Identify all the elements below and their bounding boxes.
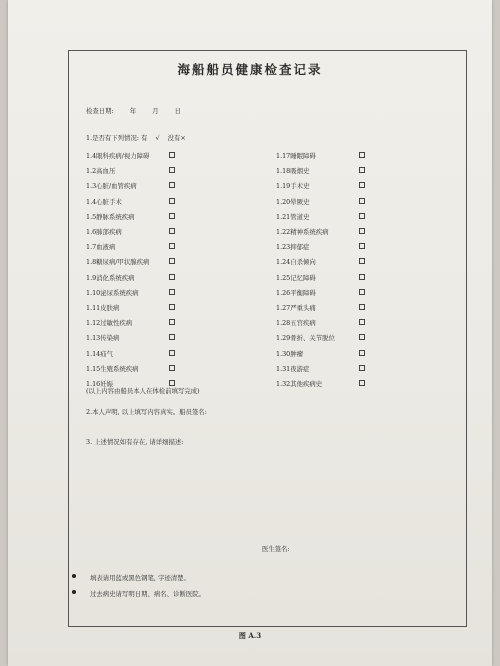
checkbox[interactable] xyxy=(359,258,365,264)
checklist-item-label: 1.7血液病 xyxy=(86,243,116,252)
checklist-item-label: 1.31夜游症 xyxy=(276,364,310,373)
fill-note: (以上内容由船员本人在体检前填写完成) xyxy=(86,387,200,395)
date-label: 检查日期: xyxy=(86,107,114,115)
checkbox[interactable] xyxy=(169,319,175,325)
doctor-signature-label: 医生签名: xyxy=(262,545,290,553)
day-label: 日 xyxy=(174,107,182,115)
checkbox[interactable] xyxy=(359,380,365,386)
month-label: 月 xyxy=(152,107,159,115)
bullet-icon xyxy=(72,574,76,578)
checklist-item-label: 1.23抑郁症 xyxy=(276,243,310,252)
checkbox[interactable] xyxy=(359,319,365,325)
checklist-item-label: 1.10泌尿系统疾病 xyxy=(86,288,139,297)
checkbox[interactable] xyxy=(169,198,175,204)
checkbox[interactable] xyxy=(169,213,175,219)
checklist-item-label: 1.4眼科疾病/视力障碍 xyxy=(86,152,150,160)
figure-caption: 图 A.3 xyxy=(238,631,262,640)
checkbox[interactable] xyxy=(169,334,175,340)
question-1 xyxy=(86,133,192,142)
checkbox[interactable] xyxy=(359,365,365,371)
checkbox[interactable] xyxy=(169,274,175,280)
checklist-item-label: 1.30肿瘤 xyxy=(276,349,304,358)
checklist-item-label: 1.21管道史 xyxy=(276,212,310,221)
checkbox[interactable] xyxy=(359,182,365,188)
checkbox[interactable] xyxy=(359,243,365,249)
checkbox[interactable] xyxy=(359,152,365,158)
checklist-item-label: 1.13传染病 xyxy=(86,334,120,343)
checklist-item-label: 1.8糖尿病/甲状腺疾病 xyxy=(86,258,150,267)
question-1-text: 1.是否有下列情况: 有 xyxy=(86,134,148,142)
checklist-item-label: 1.3心脏/血管疾病 xyxy=(86,182,137,191)
checklist-item-label: 1.2高血压 xyxy=(86,167,116,176)
checkbox[interactable] xyxy=(359,304,365,310)
checklist-item-label: 1.9消化系统疾病 xyxy=(86,273,135,282)
checkbox[interactable] xyxy=(169,243,175,249)
checkbox[interactable] xyxy=(359,228,365,234)
checklist-item-label: 1.5静脉系统疾病 xyxy=(86,212,135,221)
checklist-item-label: 1.29骨折、关节脱位 xyxy=(276,334,335,343)
checkbox[interactable] xyxy=(169,289,175,295)
checkbox[interactable] xyxy=(169,258,175,264)
checklist-item-label: 1.18吸烟史 xyxy=(276,167,310,176)
checkbox[interactable] xyxy=(169,228,175,234)
check-date-line xyxy=(86,106,195,115)
checkbox[interactable] xyxy=(169,182,175,188)
checklist-item-label: 1.11皮肤病 xyxy=(86,304,120,312)
checklist-item-label: 1.17睡眠障碍 xyxy=(276,152,316,160)
checklist-item-label: 1.24自杀倾向 xyxy=(276,258,316,267)
checkbox[interactable] xyxy=(359,213,365,219)
checkbox[interactable] xyxy=(169,167,175,173)
document-page xyxy=(8,0,492,666)
yes-mark: √ xyxy=(155,134,160,142)
checklist-item-label: 1.32其他疾病史 xyxy=(276,380,323,388)
checkbox[interactable] xyxy=(359,274,365,280)
checkbox[interactable] xyxy=(169,152,175,158)
no-label: 没有× xyxy=(167,134,186,142)
bullet-icon xyxy=(72,590,76,594)
checkbox[interactable] xyxy=(359,167,365,173)
checklist-item-label: 1.28五官疾病 xyxy=(276,319,316,328)
checklist-item-label: 1.20晕厥史 xyxy=(276,197,310,206)
checkbox[interactable] xyxy=(169,304,175,310)
checklist-item-label: 1.6肺部疾病 xyxy=(86,228,122,236)
checkbox[interactable] xyxy=(359,334,365,340)
checkbox[interactable] xyxy=(169,350,175,356)
description-prompt: 3. 上述情况如有存在, 请详细描述: xyxy=(86,438,184,446)
checklist-item-label: 1.19手术史 xyxy=(276,182,310,191)
checklist-item-label: 1.16妊娠 xyxy=(86,380,114,388)
checklist-item-label: 1.27严重头痛 xyxy=(276,304,316,312)
form-title: 海船船员健康检查记录 xyxy=(177,62,323,77)
checklist-item-label: 1.4心脏手术 xyxy=(86,197,122,206)
checklist-item-label: 1.15生殖系统疾病 xyxy=(86,364,139,373)
checkbox[interactable] xyxy=(359,289,365,295)
year-label: 年 xyxy=(129,107,137,115)
checklist-item-label: 1.12过敏性疾病 xyxy=(86,319,133,328)
checklist-item-label: 1.22精神系统疾病 xyxy=(276,228,329,236)
checkbox[interactable] xyxy=(359,198,365,204)
checklist-item-label: 1.26平衡障碍 xyxy=(276,288,316,297)
checkbox[interactable] xyxy=(359,350,365,356)
checkbox[interactable] xyxy=(169,365,175,371)
checklist-item-label: 1.14疝气 xyxy=(86,349,114,358)
checklist-item-label: 1.25记忆障碍 xyxy=(276,273,316,282)
declaration-line: 2.本人声明, 以上填写内容真实。船员签名: xyxy=(86,408,207,416)
